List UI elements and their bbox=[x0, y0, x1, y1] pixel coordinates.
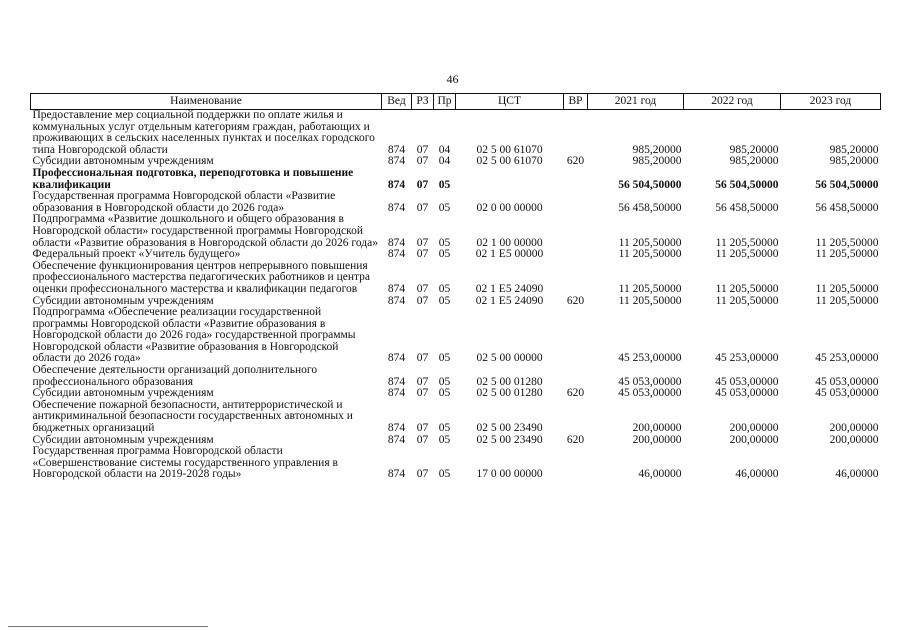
table-row bbox=[31, 400, 881, 435]
cell-vr: 620 bbox=[566, 387, 585, 400]
cell-pr: 05 bbox=[438, 468, 451, 481]
cell-vr bbox=[564, 249, 588, 261]
cell-pr: 05 bbox=[438, 236, 451, 249]
cell-pr: 05 bbox=[438, 375, 451, 388]
cell-ved: 874 bbox=[387, 433, 406, 446]
header-ved: Вед bbox=[382, 94, 412, 110]
cell-2023: 200,00000 bbox=[829, 433, 879, 446]
cell-ved: 874 bbox=[387, 375, 406, 388]
cell-name: Государственная программа Новгородской области «Развитие образования в Новгородской области до 2026 года» bbox=[32, 190, 336, 214]
cell-ved: 874 bbox=[387, 282, 406, 295]
cell-vr bbox=[564, 307, 588, 365]
cell-name: Обеспечение деятельности организаций дополнительного профессионального образования bbox=[32, 364, 318, 388]
cell-2021: 56 458,50000 bbox=[618, 201, 682, 214]
cell-2022: 200,00000 bbox=[729, 433, 779, 446]
cell-rz: 07 bbox=[416, 282, 429, 295]
cell-2022: 200,00000 bbox=[729, 422, 779, 435]
cell-rz: 07 bbox=[416, 422, 429, 435]
cell-cst: 02 0 00 00000 bbox=[476, 201, 543, 214]
cell-2023: 11 205,50000 bbox=[815, 248, 879, 261]
cell-vr bbox=[564, 168, 588, 191]
cell-2022: 45 053,00000 bbox=[715, 375, 779, 388]
cell-2023: 56 458,50000 bbox=[815, 201, 879, 214]
cell-cst bbox=[456, 168, 564, 191]
cell-ved: 874 bbox=[387, 155, 406, 168]
table-row bbox=[31, 446, 881, 481]
cell-cst: 02 5 00 23490 bbox=[476, 433, 543, 446]
budget-table bbox=[30, 93, 881, 481]
cell-name: Государственная программа Новгородской области «Совершенствование системы государственного управления в Новгородской области на 2019-2028 годы» bbox=[32, 445, 338, 481]
page-number: 46 bbox=[446, 72, 459, 86]
cell-ved: 874 bbox=[387, 201, 406, 214]
cell-2021: 11 205,50000 bbox=[618, 236, 682, 249]
cell-name: Субсидии автономным учреждениям bbox=[32, 387, 214, 400]
cell-pr: 04 bbox=[438, 155, 451, 168]
cell-name: Обеспечение функционирования центров непрерывного повышения профессионального мастерства педагогических работников и центра оценки профессионального мастерства и квалификации педагогов bbox=[32, 259, 371, 295]
cell-ved: 874 bbox=[387, 143, 406, 156]
cell-2023: 46,00000 bbox=[835, 468, 879, 481]
cell-2023: 45 053,00000 bbox=[815, 375, 879, 388]
cell-ved: 874 bbox=[387, 248, 406, 261]
cell-2021: 200,00000 bbox=[632, 433, 682, 446]
cell-cst: 02 5 00 00000 bbox=[476, 352, 543, 365]
table-row bbox=[31, 110, 881, 157]
cell-2023: 11 205,50000 bbox=[815, 294, 879, 307]
header-name: Наименование bbox=[31, 94, 382, 110]
cell-2021: 11 205,50000 bbox=[618, 248, 682, 261]
cell-cst: 02 5 00 61070 bbox=[476, 143, 543, 156]
cell-cst: 02 5 00 01280 bbox=[476, 387, 543, 400]
table-row bbox=[31, 261, 881, 296]
cell-ved: 874 bbox=[387, 178, 406, 191]
cell-cst: 02 5 00 01280 bbox=[476, 375, 543, 388]
table-row bbox=[31, 168, 881, 191]
cell-pr: 04 bbox=[438, 143, 451, 156]
cell-vr bbox=[564, 365, 588, 388]
cell-name: Обеспечение пожарной безопасности, антитеррористической и антикриминальной безопасности государственных автономных и бюджетных организаций bbox=[32, 398, 353, 435]
cell-vr bbox=[564, 446, 588, 481]
cell-2023: 11 205,50000 bbox=[815, 236, 879, 249]
cell-2022: 11 205,50000 bbox=[715, 248, 779, 261]
header-vr: ВР bbox=[564, 94, 588, 110]
cell-rz: 07 bbox=[416, 433, 429, 446]
header-rz: РЗ bbox=[412, 94, 434, 110]
cell-vr bbox=[564, 110, 588, 157]
header-2021: 2021 год bbox=[588, 94, 684, 110]
table-row bbox=[31, 191, 881, 214]
cell-2022: 985,20000 bbox=[729, 155, 779, 168]
cell-2021: 985,20000 bbox=[632, 143, 682, 156]
cell-cst: 02 5 00 23490 bbox=[476, 422, 543, 435]
cell-2021: 200,00000 bbox=[632, 422, 682, 435]
cell-pr: 05 bbox=[438, 201, 451, 214]
cell-2021: 45 053,00000 bbox=[618, 375, 682, 388]
cell-rz: 07 bbox=[416, 178, 429, 191]
cell-2021: 11 205,50000 bbox=[618, 282, 682, 295]
cell-2023: 985,20000 bbox=[829, 155, 879, 168]
cell-name: Подпрограмма «Обеспечение реализации государственной программы Новгородской области «Развитие образования в Новгородской области до 2026 года» государственной программы Новгородской области «Развитие образования в Новгородской области до 2026 года» bbox=[32, 306, 356, 365]
cell-name: Профессиональная подготовка, переподготовка и повышение квалификации bbox=[32, 166, 354, 191]
cell-2021: 45 253,00000 bbox=[618, 352, 682, 365]
cell-2022: 11 205,50000 bbox=[715, 236, 779, 249]
cell-cst: 02 1 E5 24090 bbox=[475, 294, 544, 307]
cell-name: Субсидии автономным учреждениям bbox=[32, 155, 214, 168]
header-cst: ЦСТ bbox=[456, 94, 564, 110]
cell-rz: 07 bbox=[416, 352, 429, 365]
cell-pr: 05 bbox=[438, 422, 451, 435]
cell-pr: 05 bbox=[438, 433, 451, 446]
cell-pr: 05 bbox=[438, 282, 451, 295]
cell-pr: 05 bbox=[438, 248, 451, 261]
table-row bbox=[31, 307, 881, 365]
cell-pr: 05 bbox=[438, 352, 451, 365]
cell-2022: 985,20000 bbox=[729, 143, 779, 156]
cell-ved: 874 bbox=[387, 236, 406, 249]
cell-2022: 11 205,50000 bbox=[715, 294, 779, 307]
cell-ved: 874 bbox=[387, 294, 406, 307]
cell-rz: 07 bbox=[416, 143, 429, 156]
table-row bbox=[31, 249, 881, 261]
cell-vr: 620 bbox=[566, 294, 585, 307]
cell-2022: 56 504,50000 bbox=[715, 178, 779, 191]
cell-rz: 07 bbox=[416, 387, 429, 400]
cell-rz: 07 bbox=[416, 236, 429, 249]
cell-2021: 46,00000 bbox=[638, 468, 682, 481]
cell-ved: 874 bbox=[387, 387, 406, 400]
cell-cst: 02 1 E5 24090 bbox=[475, 282, 544, 295]
cell-name: Подпрограмма «Развитие дошкольного и общего образования в Новгородской области» государственной программы Новгородской области «Развитие образования в Новгородской области до 2026 года» bbox=[32, 213, 378, 249]
cell-2023: 45 053,00000 bbox=[815, 387, 879, 400]
cell-2023: 56 504,50000 bbox=[815, 178, 879, 191]
cell-cst: 02 1 E5 00000 bbox=[475, 248, 544, 261]
header-2022: 2022 год bbox=[684, 94, 781, 110]
cell-2023: 200,00000 bbox=[829, 422, 879, 435]
cell-ved: 874 bbox=[387, 468, 406, 481]
cell-2022: 45 253,00000 bbox=[715, 352, 779, 365]
cell-cst: 17 0 00 00000 bbox=[476, 468, 543, 481]
cell-rz: 07 bbox=[416, 294, 429, 307]
cell-vr bbox=[564, 191, 588, 214]
cell-rz: 07 bbox=[416, 375, 429, 388]
table-body bbox=[31, 110, 881, 482]
cell-vr: 620 bbox=[566, 155, 585, 168]
cell-2023: 45 253,00000 bbox=[815, 352, 879, 365]
cell-2021: 56 504,50000 bbox=[618, 178, 682, 191]
table-row bbox=[31, 365, 881, 388]
cell-cst: 02 1 00 00000 bbox=[476, 236, 543, 249]
cell-2023: 11 205,50000 bbox=[815, 282, 879, 295]
cell-2023: 985,20000 bbox=[829, 143, 879, 156]
header-pr: Пр bbox=[434, 94, 456, 110]
cell-name: Субсидии автономным учреждениям bbox=[32, 294, 214, 307]
cell-2022: 46,00000 bbox=[735, 468, 779, 481]
cell-2022: 45 053,00000 bbox=[715, 387, 779, 400]
cell-2021: 985,20000 bbox=[632, 155, 682, 168]
cell-vr bbox=[564, 214, 588, 249]
table-row bbox=[31, 214, 881, 249]
cell-pr: 05 bbox=[438, 294, 451, 307]
cell-cst: 02 5 00 61070 bbox=[476, 155, 543, 168]
header-2023: 2023 год bbox=[781, 94, 881, 110]
footer-divider bbox=[8, 626, 208, 627]
cell-ved: 874 bbox=[387, 352, 406, 365]
cell-vr bbox=[564, 400, 588, 435]
table-header-row bbox=[31, 94, 881, 110]
cell-rz: 07 bbox=[416, 201, 429, 214]
cell-vr: 620 bbox=[566, 433, 585, 446]
cell-name: Федеральный проект «Учитель будущего» bbox=[32, 248, 241, 261]
cell-rz: 07 bbox=[416, 248, 429, 261]
cell-2021: 45 053,00000 bbox=[618, 387, 682, 400]
cell-rz: 07 bbox=[416, 468, 429, 481]
cell-name: Субсидии автономным учреждениям bbox=[32, 433, 214, 446]
cell-2022: 11 205,50000 bbox=[715, 282, 779, 295]
cell-vr bbox=[564, 261, 588, 296]
cell-pr: 05 bbox=[438, 178, 451, 191]
cell-name: Предоставление мер социальной поддержки по оплате жилья и коммунальных услуг отдельным категориям граждан, работающих и проживающих в сельских населенных пунктах и поселках городского типа Новгородской области bbox=[32, 109, 375, 156]
cell-2021: 11 205,50000 bbox=[618, 294, 682, 307]
cell-pr: 05 bbox=[438, 387, 451, 400]
cell-ved: 874 bbox=[387, 422, 406, 435]
cell-2022: 56 458,50000 bbox=[715, 201, 779, 214]
cell-rz: 07 bbox=[416, 155, 429, 168]
